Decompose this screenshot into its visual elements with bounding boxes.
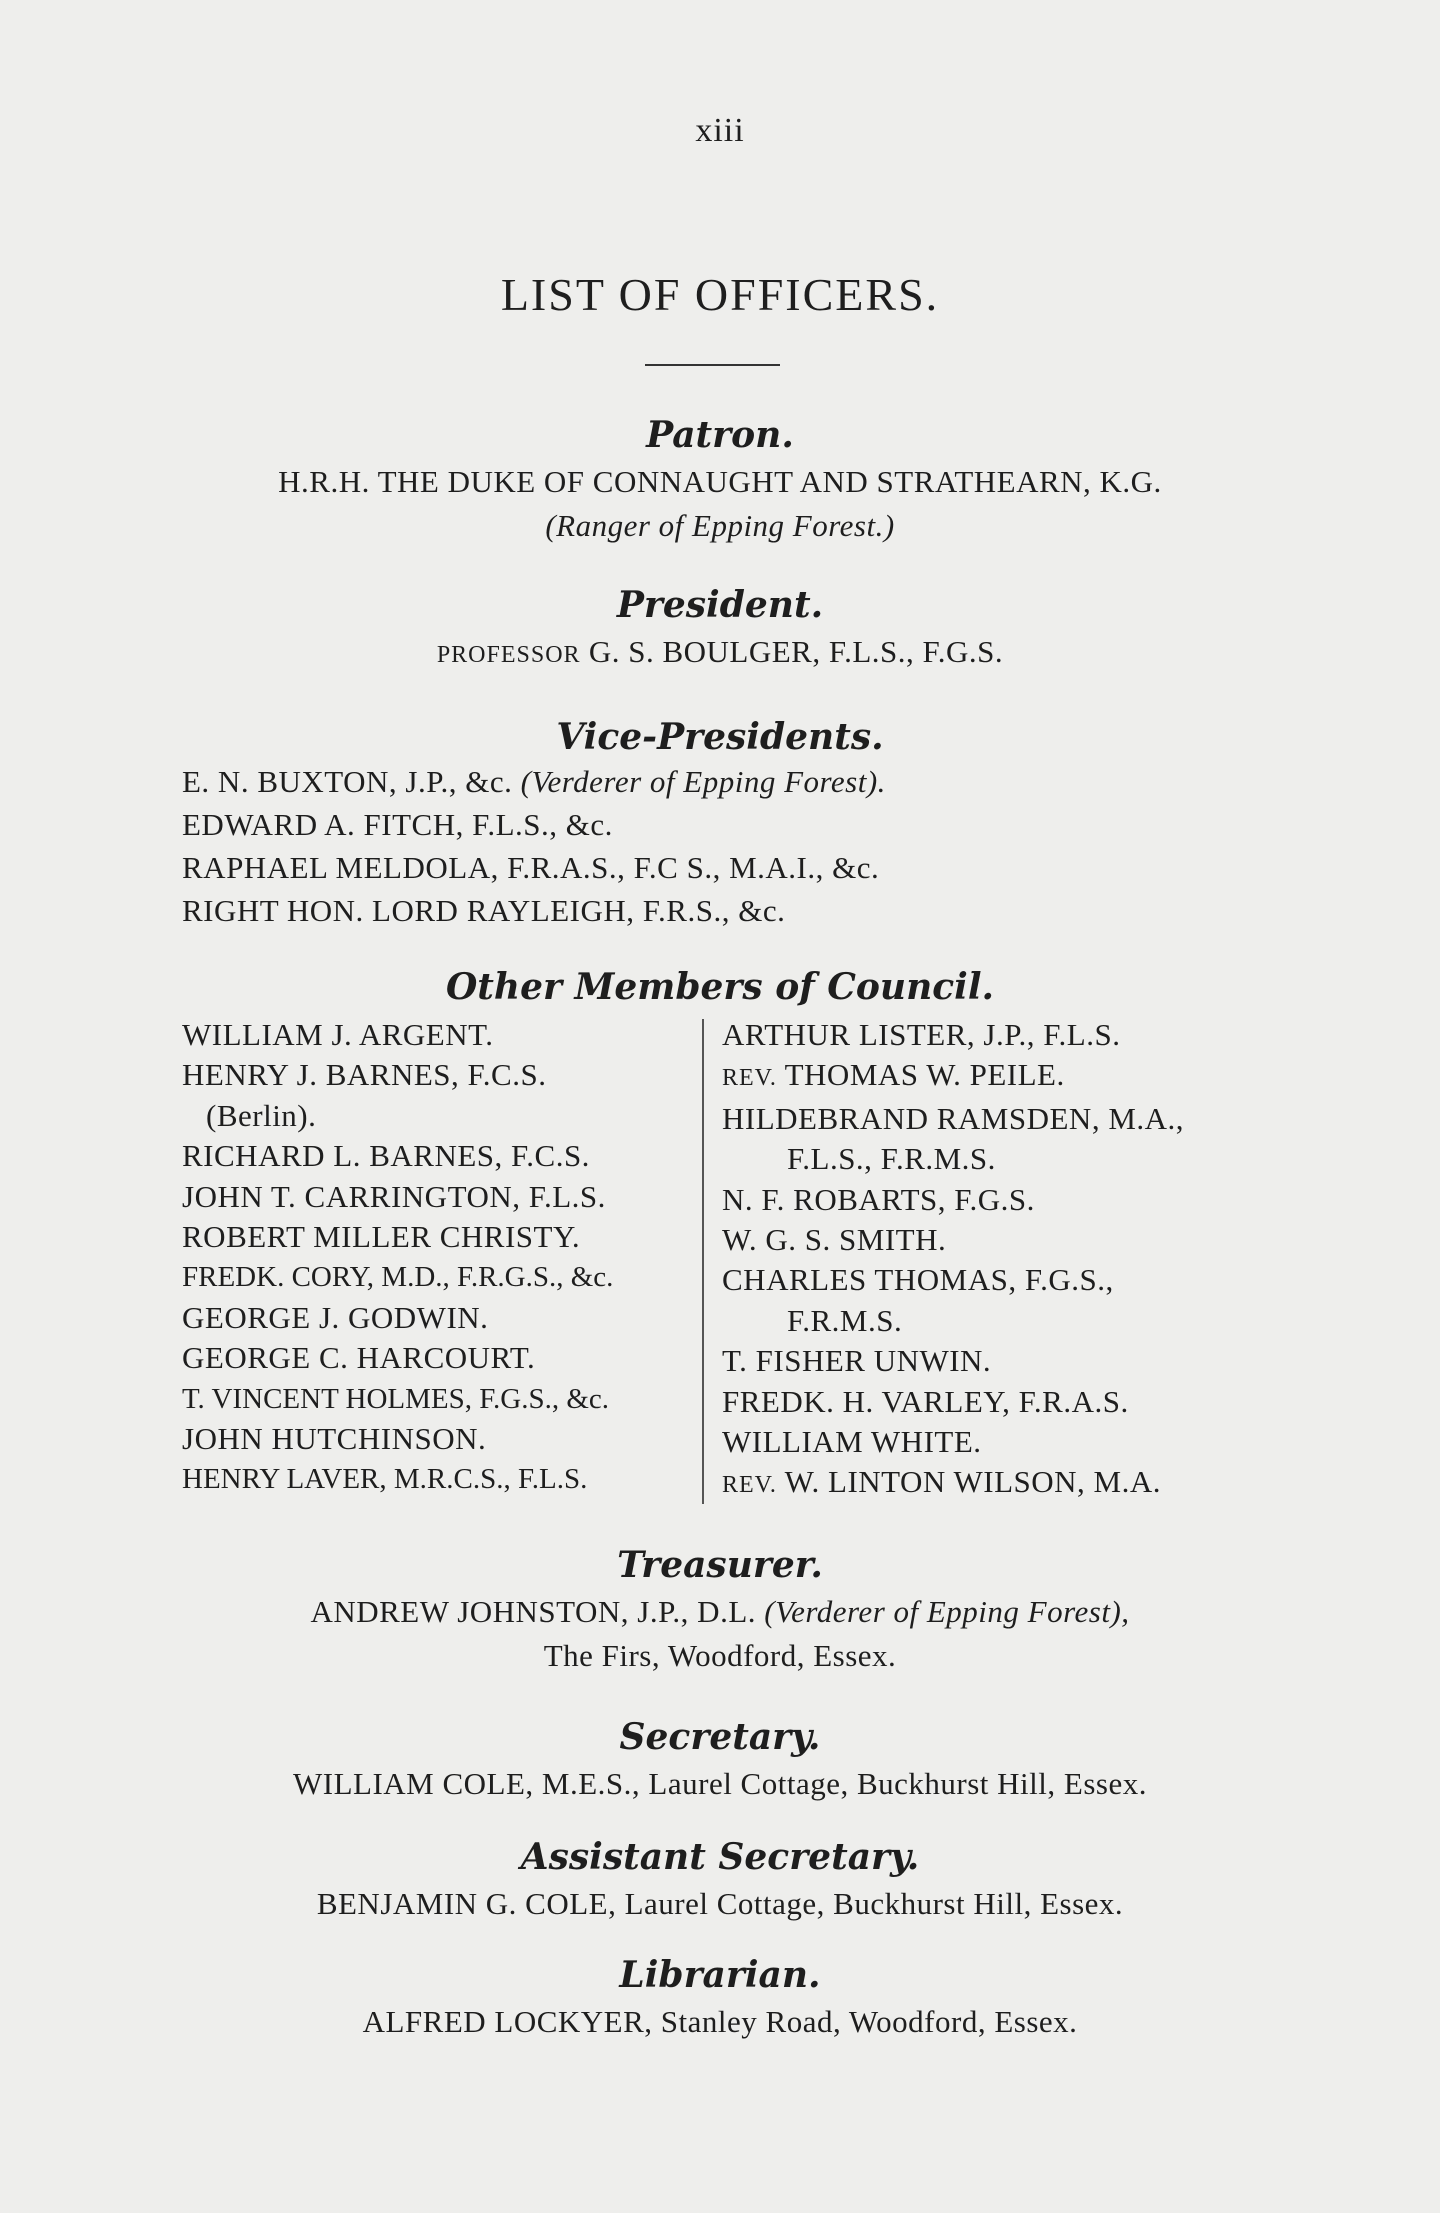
council-member: N. F. ROBARTS, F.G.S. xyxy=(722,1181,1035,1217)
council-member: FREDK. H. VARLEY, F.R.A.S. xyxy=(722,1383,1129,1419)
council-member-name: W. LINTON WILSON, M.A. xyxy=(784,1464,1161,1500)
vice-president-name: E. N. BUXTON, J.P., &c. xyxy=(182,764,513,799)
council-member: T. VINCENT HOLMES, F.G.S., &c. xyxy=(182,1382,610,1415)
title-rule xyxy=(645,364,780,366)
vice-president-item xyxy=(182,803,1282,846)
council-list xyxy=(182,1015,1262,1500)
rev-prefix: REV. xyxy=(722,1472,777,1499)
patron-section xyxy=(0,410,1440,548)
council-member: GEORGE J. GODWIN. xyxy=(182,1299,489,1335)
council-member: HENRY LAVER, M.R.C.S., F.L.S. xyxy=(182,1463,588,1496)
librarian-section xyxy=(0,1950,1440,2044)
vice-president-name: EDWARD A. FITCH, F.L.S., &c. xyxy=(182,807,613,842)
vice-presidents-heading-block xyxy=(0,712,1440,762)
council-member: WILLIAM J. ARGENT. xyxy=(182,1017,494,1052)
vice-president-item xyxy=(182,760,1282,803)
vice-president-item xyxy=(182,889,1282,932)
president-heading: President. xyxy=(616,584,824,626)
vice-president-name: RIGHT HON. LORD RAYLEIGH, F.R.S., &c. xyxy=(182,893,786,928)
vice-presidents-heading: Vice-Presidents. xyxy=(556,716,884,758)
page-title: LIST OF OFFICERS. xyxy=(500,269,940,320)
vice-president-name: RAPHAEL MELDOLA, F.R.A.S., F.C S., M.A.I., &c. xyxy=(182,850,880,885)
council-member: T. FISHER UNWIN. xyxy=(722,1343,992,1379)
council-member: FREDK. CORY, M.D., F.R.G.S., &c. xyxy=(182,1261,614,1294)
secretary-heading: Secretary. xyxy=(619,1716,821,1758)
president-section xyxy=(0,580,1440,677)
president-line xyxy=(0,630,1440,677)
council-left-column xyxy=(182,1015,613,1500)
council-heading: Other Members of Council. xyxy=(445,966,995,1008)
council-member: JOHN T. CARRINGTON, F.L.S. xyxy=(182,1178,606,1214)
vice-president-item xyxy=(182,846,1282,889)
council-right-column xyxy=(722,1015,1184,1506)
council-member xyxy=(722,1055,1184,1098)
council-member: JOHN HUTCHINSON. xyxy=(182,1421,487,1457)
rev-prefix: REV. xyxy=(722,1065,777,1092)
secretary-line: WILLIAM COLE, M.E.S., Laurel Cottage, Buckhurst Hill, Essex. xyxy=(293,1766,1147,1801)
council-member: CHARLES THOMAS, F.G.S., xyxy=(722,1262,1114,1298)
president-name: G. S. BOULGER, F.L.S., F.G.S. xyxy=(588,634,1004,669)
council-member: GEORGE C. HARCOURT. xyxy=(182,1340,536,1376)
assistant-secretary-line: BENJAMIN G. COLE, Laurel Cottage, Buckhurst Hill, Essex. xyxy=(316,1886,1124,1921)
librarian-heading: Librarian. xyxy=(619,1954,821,1996)
council-member-name: THOMAS W. PEILE. xyxy=(784,1057,1065,1093)
treasurer-address: The Firs, Woodford, Essex. xyxy=(543,1638,897,1673)
council-member xyxy=(722,1462,1184,1505)
assistant-secretary-section xyxy=(0,1832,1440,1926)
council-member: F.R.M.S. xyxy=(787,1302,903,1338)
council-member: ROBERT MILLER CHRISTY. xyxy=(182,1219,581,1255)
council-member: ARTHUR LISTER, J.P., F.L.S. xyxy=(722,1017,1121,1052)
patron-heading: Patron. xyxy=(646,414,794,456)
council-member: RICHARD L. BARNES, F.C.S. xyxy=(182,1138,590,1174)
council-member: F.L.S., F.R.M.S. xyxy=(787,1141,996,1177)
council-member: HILDEBRAND RAMSDEN, M.A., xyxy=(722,1100,1185,1136)
council-heading-block xyxy=(0,962,1440,1012)
council-member: W. G. S. SMITH. xyxy=(722,1222,947,1258)
treasurer-name: ANDREW JOHNSTON, J.P., D.L. xyxy=(310,1594,757,1629)
assistant-secretary-heading: Assistant Secretary. xyxy=(520,1836,920,1878)
patron-name: H.R.H. THE DUKE OF CONNAUGHT AND STRATHEARN, K.G. xyxy=(278,464,1162,499)
council-member: HENRY J. BARNES, F.C.S. xyxy=(182,1057,547,1093)
council-member: (Berlin). xyxy=(206,1097,317,1133)
treasurer-line xyxy=(0,1590,1440,1634)
vice-president-note: (Verderer of Epping Forest). xyxy=(520,764,886,799)
treasurer-section xyxy=(0,1540,1440,1678)
treasurer-heading: Treasurer. xyxy=(617,1544,823,1586)
patron-note: (Ranger of Epping Forest.) xyxy=(545,508,895,543)
page-number: xiii xyxy=(695,112,745,149)
secretary-section xyxy=(0,1712,1440,1806)
column-divider xyxy=(702,1019,704,1504)
treasurer-note: (Verderer of Epping Forest), xyxy=(764,1594,1130,1629)
librarian-line: ALFRED LOCKYER, Stanley Road, Woodford, Essex. xyxy=(362,2004,1078,2039)
vice-presidents-list xyxy=(182,760,1282,932)
council-member: WILLIAM WHITE. xyxy=(722,1424,982,1460)
president-title-prefix: PROFESSOR xyxy=(436,642,581,668)
